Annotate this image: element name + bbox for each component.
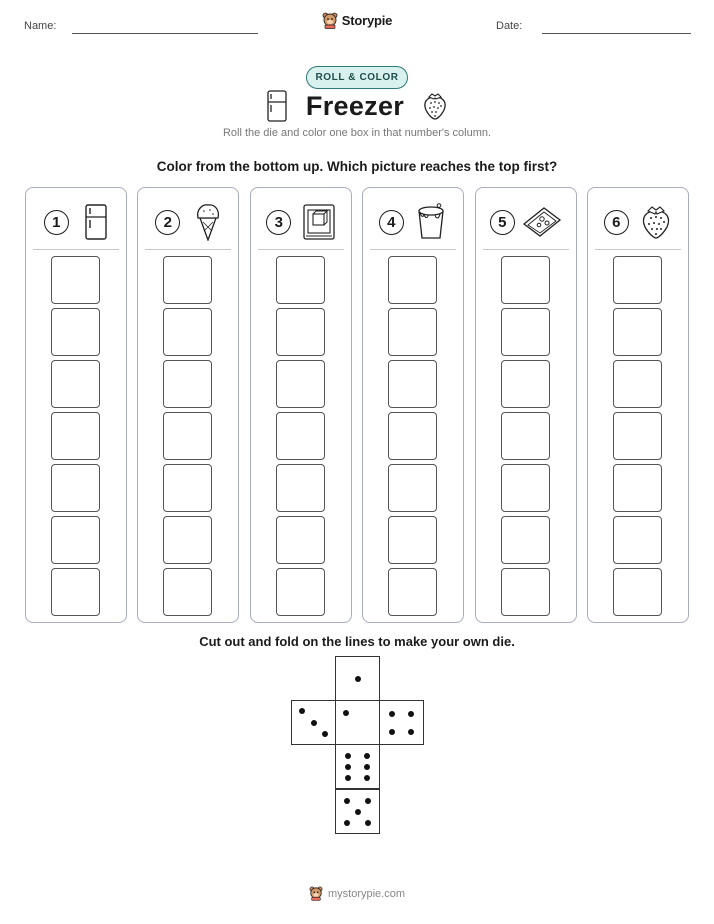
number-badge: 2 bbox=[155, 210, 180, 235]
die-pip bbox=[408, 729, 414, 735]
ice-cream-cone-icon bbox=[195, 203, 221, 241]
die-pip bbox=[364, 753, 370, 759]
color-box[interactable] bbox=[51, 568, 100, 616]
color-box[interactable] bbox=[613, 568, 662, 616]
column-divider bbox=[595, 249, 681, 250]
color-box[interactable] bbox=[388, 308, 437, 356]
die-pip bbox=[344, 798, 350, 804]
frozen-food-bag-icon bbox=[522, 206, 562, 238]
die-pip bbox=[345, 764, 351, 770]
column-header bbox=[138, 202, 238, 242]
number-badge: 4 bbox=[379, 210, 404, 235]
footer bbox=[0, 886, 714, 901]
color-box[interactable] bbox=[276, 412, 325, 460]
color-box[interactable] bbox=[51, 308, 100, 356]
bear-mascot-icon bbox=[309, 886, 323, 901]
die-pip bbox=[345, 753, 351, 759]
die-pip bbox=[344, 820, 350, 826]
color-box[interactable] bbox=[163, 464, 212, 512]
bear-mascot-icon bbox=[322, 12, 338, 29]
cut-instruction: Cut out and fold on the lines to make your own die. bbox=[199, 634, 515, 649]
color-box[interactable] bbox=[276, 568, 325, 616]
activity-badge: ROLL & COLOR bbox=[306, 66, 408, 89]
strawberry-icon bbox=[422, 91, 448, 121]
ice-maker-icon bbox=[302, 203, 336, 241]
column-divider bbox=[145, 249, 231, 250]
die-face-1[interactable] bbox=[335, 700, 380, 745]
refrigerator-icon bbox=[84, 204, 108, 240]
die-pip bbox=[355, 676, 361, 682]
column-divider bbox=[33, 249, 119, 250]
column-header bbox=[476, 202, 576, 242]
date-label: Date: bbox=[496, 20, 523, 32]
column-5 bbox=[475, 187, 577, 623]
color-box[interactable] bbox=[613, 256, 662, 304]
die-face-4[interactable] bbox=[379, 700, 424, 745]
die-pip bbox=[365, 820, 371, 826]
refrigerator-icon bbox=[266, 90, 288, 122]
title-row bbox=[0, 90, 714, 122]
color-box[interactable] bbox=[51, 256, 100, 304]
column-divider bbox=[483, 249, 569, 250]
name-line[interactable] bbox=[72, 33, 258, 34]
column-6 bbox=[587, 187, 689, 623]
color-box[interactable] bbox=[388, 464, 437, 512]
color-box[interactable] bbox=[163, 516, 212, 564]
die-pip bbox=[389, 729, 395, 735]
color-box[interactable] bbox=[163, 412, 212, 460]
color-box[interactable] bbox=[51, 412, 100, 460]
color-box[interactable] bbox=[501, 360, 550, 408]
color-box[interactable] bbox=[501, 568, 550, 616]
brand-name: Storypie bbox=[341, 13, 393, 28]
die-pip bbox=[322, 731, 328, 737]
die-pip bbox=[364, 775, 370, 781]
instruction: Color from the bottom up. Which picture reaches the top first? bbox=[156, 159, 558, 174]
die-face-5[interactable] bbox=[335, 789, 380, 834]
color-box[interactable] bbox=[388, 516, 437, 564]
die-pip bbox=[365, 798, 371, 804]
number-badge: 5 bbox=[490, 210, 515, 235]
die-pip bbox=[345, 775, 351, 781]
color-box[interactable] bbox=[501, 516, 550, 564]
color-box[interactable] bbox=[613, 516, 662, 564]
column-header bbox=[251, 202, 351, 242]
die-pip bbox=[389, 711, 395, 717]
color-box[interactable] bbox=[51, 360, 100, 408]
color-box[interactable] bbox=[613, 360, 662, 408]
die-pip bbox=[311, 720, 317, 726]
die-face-3[interactable] bbox=[291, 700, 336, 745]
name-label: Name: bbox=[24, 20, 57, 32]
color-box[interactable] bbox=[501, 412, 550, 460]
column-header bbox=[26, 202, 126, 242]
column-header bbox=[363, 202, 463, 242]
column-1 bbox=[25, 187, 127, 623]
color-box[interactable] bbox=[613, 412, 662, 460]
brand-logo bbox=[0, 12, 714, 29]
color-box[interactable] bbox=[613, 308, 662, 356]
die-pip bbox=[408, 711, 414, 717]
color-box[interactable] bbox=[276, 516, 325, 564]
page-title: Freezer bbox=[305, 90, 405, 121]
color-box[interactable] bbox=[163, 308, 212, 356]
color-box[interactable] bbox=[163, 360, 212, 408]
color-box[interactable] bbox=[501, 256, 550, 304]
die-face-1[interactable] bbox=[335, 656, 380, 701]
date-line[interactable] bbox=[542, 33, 691, 34]
color-box[interactable] bbox=[51, 516, 100, 564]
color-box[interactable] bbox=[276, 256, 325, 304]
color-box[interactable] bbox=[163, 256, 212, 304]
die-pip bbox=[364, 764, 370, 770]
column-4 bbox=[362, 187, 464, 623]
color-box[interactable] bbox=[613, 464, 662, 512]
column-2 bbox=[137, 187, 239, 623]
footer-url[interactable]: mystorypie.com bbox=[327, 887, 406, 900]
color-box[interactable] bbox=[501, 464, 550, 512]
strawberry-icon bbox=[640, 204, 672, 240]
column-3 bbox=[250, 187, 352, 623]
color-box[interactable] bbox=[388, 568, 437, 616]
subtitle: Roll the die and color one box in that number's column. bbox=[222, 127, 492, 139]
color-box[interactable] bbox=[388, 256, 437, 304]
die-face-6[interactable] bbox=[335, 744, 380, 789]
color-box[interactable] bbox=[501, 308, 550, 356]
column-header bbox=[588, 202, 688, 242]
color-box[interactable] bbox=[51, 464, 100, 512]
color-box[interactable] bbox=[276, 308, 325, 356]
color-box[interactable] bbox=[388, 360, 437, 408]
die-pip bbox=[343, 710, 349, 716]
number-badge: 1 bbox=[44, 210, 69, 235]
column-divider bbox=[258, 249, 344, 250]
number-badge: 6 bbox=[604, 210, 629, 235]
die-pip bbox=[299, 708, 305, 714]
frozen-yogurt-cup-icon bbox=[415, 203, 447, 241]
color-box[interactable] bbox=[388, 412, 437, 460]
color-box[interactable] bbox=[276, 464, 325, 512]
column-divider bbox=[370, 249, 456, 250]
color-box[interactable] bbox=[276, 360, 325, 408]
color-box[interactable] bbox=[163, 568, 212, 616]
die-pip bbox=[355, 809, 361, 815]
number-badge: 3 bbox=[266, 210, 291, 235]
